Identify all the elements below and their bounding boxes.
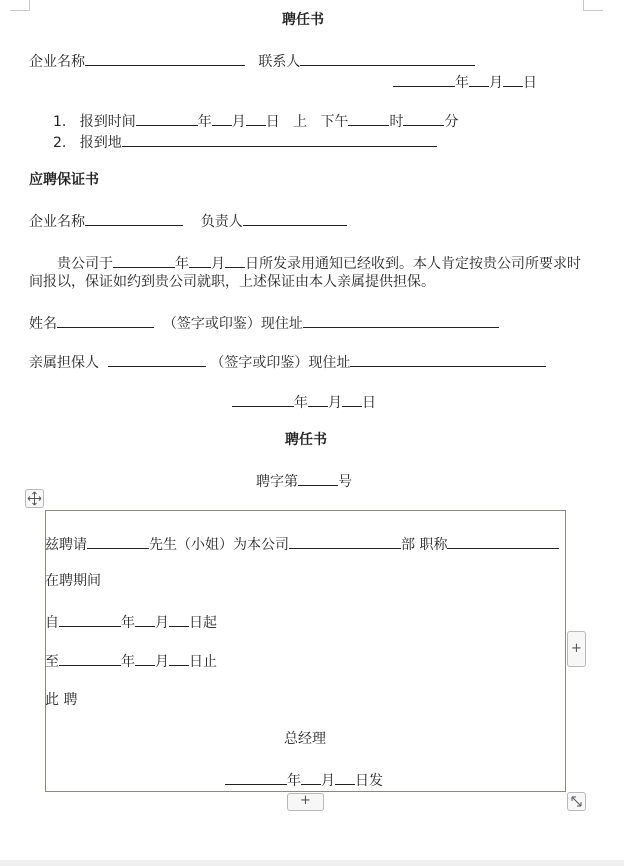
from-month-field[interactable] [135,612,155,627]
hire-name-field[interactable] [87,534,149,549]
minute-field[interactable] [403,111,444,126]
am-label: 上 [293,114,308,130]
doc-title: 聘任书 [282,12,324,28]
sign-address-label: （签字或印鉴）现住址 [210,355,351,371]
notice-month-field[interactable] [189,253,211,268]
responsible-field[interactable] [243,211,347,226]
report-month-field[interactable] [212,111,232,126]
name-field[interactable] [57,313,154,328]
guarantee-paragraph [57,253,581,273]
company-label: 企业名称 [29,54,85,70]
department-field[interactable] [289,534,401,549]
month-field[interactable] [469,72,489,87]
month-label: 月 [328,395,342,411]
day-field[interactable] [342,392,362,407]
to-month-field[interactable] [135,651,155,666]
sign-address-label: （签字或印鉴）现住址 [162,316,303,332]
name-address-line [29,313,499,333]
list-item [53,132,437,152]
from-label: 自 [45,615,59,631]
day-label: 日 [523,75,537,91]
report-time-label: 报到时间 [79,114,136,130]
report-day-field[interactable] [246,111,266,126]
year-label: 年 [294,395,308,411]
hour-label: 时 [389,114,404,130]
list-number: 2. [53,135,67,151]
add-row-button[interactable] [287,793,324,811]
from-year-field[interactable] [59,612,121,627]
company-label: 企业名称 [29,214,85,230]
hour-field[interactable] [348,111,389,126]
from-day-field[interactable] [169,612,189,627]
para-prefix: 贵公司于 [57,256,113,272]
company-contact-line [29,51,475,71]
year-label: 年 [197,114,212,130]
month-label: 月 [489,75,503,91]
month-label: 月 [211,256,225,272]
plus-icon: + [571,641,582,656]
year-field[interactable] [393,72,455,87]
report-place-label: 报到地 [79,135,122,151]
resize-icon [569,794,584,809]
to-day-field[interactable] [169,651,189,666]
year-label: 年 [175,256,189,272]
position-field[interactable] [447,534,559,549]
para-text: 日所发录用通知已经收到。本人肯定按贵公司所要求时 [245,256,581,272]
year-label: 年 [121,654,135,670]
guarantee-date-line [232,392,376,412]
hereby-label: 此 聘 [45,692,78,708]
department-label: 部 职称 [401,537,448,553]
year-field[interactable] [232,392,294,407]
report-place-field[interactable] [122,132,437,147]
guarantee-title: 应聘保证书 [29,172,99,188]
month-label: 月 [155,615,169,631]
number-suffix: 号 [338,474,352,490]
to-end-label: 日止 [189,654,217,670]
issue-year-field[interactable] [225,770,287,785]
general-manager-label: 总经理 [284,731,326,747]
guarantee-paragraph-line2: 间报以，保证如约到贵公司就职，上述保证由本人亲属提供担保。 [29,274,435,290]
day-label: 日 [362,395,376,411]
list-number: 1. [53,114,67,130]
day-label: 日 [265,114,280,130]
table-move-handle[interactable] [25,489,44,508]
from-date-line [45,612,217,632]
date-line [393,72,537,92]
hire-title-label: 先生（小姐）为本公司 [149,537,289,553]
issue-end-label: 日发 [355,773,383,789]
month-label: 月 [231,114,246,130]
issue-date-line [225,770,383,790]
month-label: 月 [155,654,169,670]
address-field[interactable] [303,313,499,328]
year-label: 年 [287,773,301,789]
issue-day-field[interactable] [335,770,355,785]
minute-label: 分 [444,114,459,130]
hire-label: 兹聘请 [45,537,87,553]
guarantor-field[interactable] [108,352,206,367]
issue-month-field[interactable] [301,770,321,785]
list-item [53,111,458,131]
table-resize-handle[interactable] [567,792,586,811]
to-date-line [45,651,217,671]
responsible-label: 负责人 [200,214,243,230]
month-field[interactable] [308,392,328,407]
number-field[interactable] [298,471,338,486]
year-label: 年 [455,75,469,91]
year-label: 年 [121,615,135,631]
appointment-number-line [256,471,352,491]
month-label: 月 [321,773,335,789]
page-corner-left [10,0,30,11]
number-prefix: 聘字第 [256,474,298,490]
move-icon [27,491,42,506]
contact-field[interactable] [300,51,475,66]
status-strip [0,860,624,866]
report-year-field[interactable] [136,111,198,126]
to-label: 至 [45,654,59,670]
guarantor-line [29,352,546,372]
appointment-title: 聘任书 [285,432,327,448]
period-label: 在聘期间 [45,573,101,589]
plus-icon: + [300,793,311,808]
company-responsible-line [29,211,347,231]
add-column-button[interactable] [567,631,586,667]
day-field[interactable] [503,72,523,87]
contact-label: 联系人 [258,54,301,70]
guarantor-address-field[interactable] [350,352,546,367]
page-corner-right [583,0,603,11]
table-row-1 [45,534,559,554]
pm-label: 下午 [320,114,349,130]
name-label: 姓名 [29,316,57,332]
company-field[interactable] [85,211,183,226]
to-year-field[interactable] [59,651,121,666]
from-end-label: 日起 [189,615,217,631]
guarantor-label: 亲属担保人 [29,355,99,371]
company-field[interactable] [85,51,245,66]
notice-day-field[interactable] [225,253,245,268]
notice-year-field[interactable] [113,253,175,268]
